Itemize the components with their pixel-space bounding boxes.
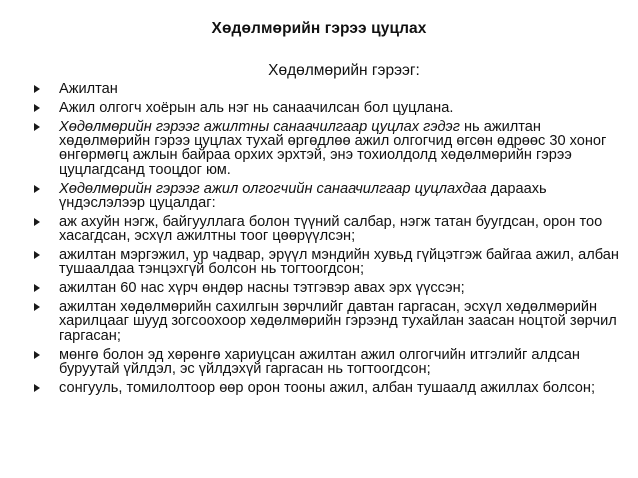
arrow-bullet-icon xyxy=(34,185,40,193)
bullet-item xyxy=(34,348,624,377)
slide-subtitle: Хөдөлмөрийн гэрээг: xyxy=(268,62,420,79)
bullet-item xyxy=(34,120,624,178)
bullet-text: ажилтан хөдөлмөрийн сахилгын зөрчлийг давтан гаргасан, эсхүл хөдөлмөрийн харилцааг шууд зогсоохоор хөдөлмөрийн гэрээнд тухайлан заасан ноцтой зөрчил гаргасан; xyxy=(59,299,617,344)
bullet-item xyxy=(34,82,624,96)
bullet-item xyxy=(34,101,624,115)
arrow-bullet-icon xyxy=(34,104,40,112)
bullet-text: ажилтан мэргэжил, ур чадвар, эрүүл мэндийн хувьд гүйцэтгэж байгаа ажил, албан тушаалдаа тэнцэхгүй болсон нь тогтоогдсон; xyxy=(59,247,619,278)
bullet-item xyxy=(34,182,624,211)
arrow-bullet-icon xyxy=(34,303,40,311)
bullet-item xyxy=(34,300,624,343)
arrow-bullet-icon xyxy=(34,85,40,93)
arrow-bullet-icon xyxy=(34,251,40,259)
bullet-item xyxy=(34,381,624,395)
bullet-italic-lead: Хөдөлмөрийн гэрээг ажилтны санаачилгаар цуцлах гэдэг xyxy=(59,118,460,135)
bullet-text: аж ахуйн нэгж, байгууллага болон түүний салбар, нэгж татан буугдсан, орон тоо хасагдсан, эсхүл ажилтны тоог цөөрүүлсэн; xyxy=(59,213,603,245)
bullet-text: Ажилтан xyxy=(59,81,118,97)
bullet-text: мөнгө болон эд хөрөнгө хариуцсан ажилтан ажил олгогчийн итгэлийг алдсан буруутай үйлдэл, эс үйлдэхүй гаргасан нь тогтоогдсон; xyxy=(59,346,580,378)
bullet-text: Ажил олгогч хоёрын аль нэг нь санаачилсан бол цуцлана. xyxy=(59,99,454,116)
bullet-item xyxy=(34,281,624,295)
slide-title: Хөдөлмөрийн гэрээ цуцлах xyxy=(211,20,427,37)
arrow-bullet-icon xyxy=(34,218,40,226)
bullet-text: нь ажилтан хөдөлмөрийн гэрээ цуцлах тухай өргөдлөө ажил олгогчид өгсөн өдрөөс 30 хоног өнгөрмөгц ажлын байраа орхих эрхтэй, энэ тохиолдолд хөдөлмөрийн гэрээ цуцлагдсанд тооцдог юм. xyxy=(59,118,607,178)
bullet-item xyxy=(34,215,624,244)
arrow-bullet-icon xyxy=(34,284,40,292)
bullet-text: дараахь үндэслэлээр цуцалдаг: xyxy=(59,180,547,212)
bullet-item xyxy=(34,248,624,277)
bullet-text: ажилтан 60 нас хүрч өндөр насны тэтгэвэр авах эрх үүссэн; xyxy=(59,280,465,297)
arrow-bullet-icon xyxy=(34,351,40,359)
arrow-bullet-icon xyxy=(34,384,40,392)
bullet-list xyxy=(34,82,624,400)
bullet-text: сонгууль, томилолтоор өөр орон тооны ажил, албан тушаалд ажиллах болсон; xyxy=(59,379,596,396)
bullet-italic-lead: Хөдөлмөрийн гэрээг ажил олгогчийн санаачилгаар цуцлахдаа xyxy=(59,180,487,197)
arrow-bullet-icon xyxy=(34,123,40,131)
